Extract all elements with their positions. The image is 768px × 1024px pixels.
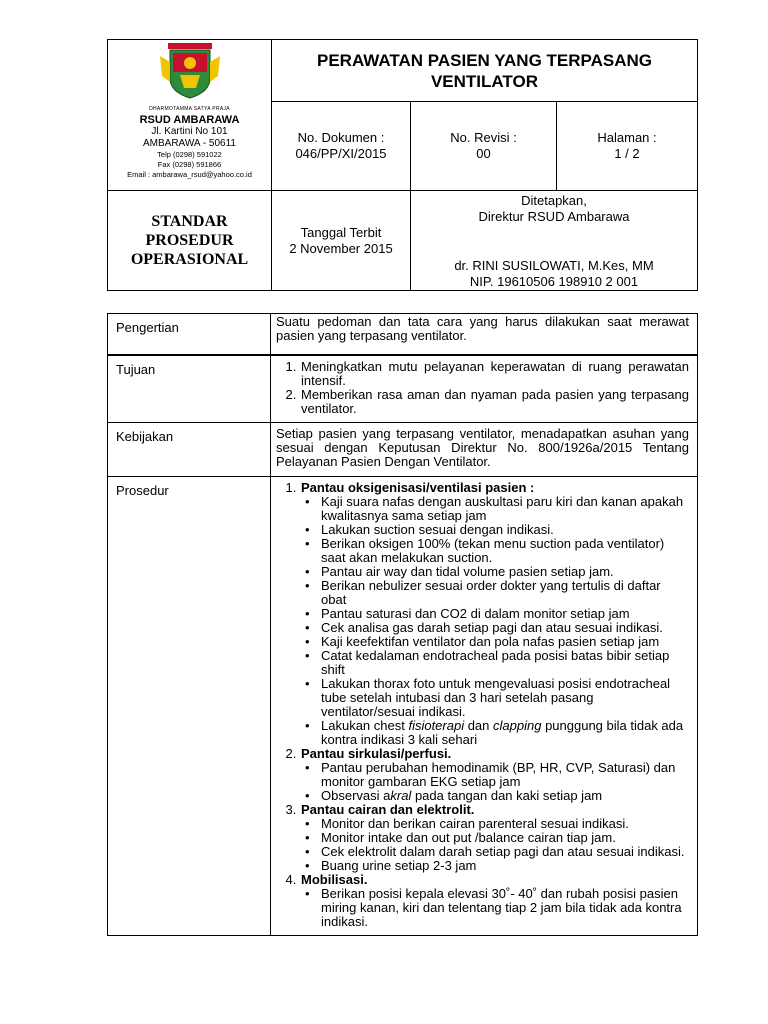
prosedur-bullet-item xyxy=(305,718,689,747)
document-number-label: No. Dokumen : xyxy=(297,130,385,145)
prosedur-bullet-text: Monitor dan berikan cairan parenteral sesuai indikasi. xyxy=(321,816,629,831)
prosedur-bullet-text: Berikan oksigen 100% (tekan menu suction pada ventilator) saat akan melakukan suction. xyxy=(321,536,665,565)
page-label: Halaman : xyxy=(597,130,657,145)
hospital-address: Jl. Kartini No 101 xyxy=(151,126,228,137)
prosedur-bullet-item xyxy=(305,760,689,789)
hospital-phone: Telp (0298) 591022 xyxy=(157,150,222,159)
prosedur-label: Prosedur xyxy=(108,477,271,936)
prosedur-bullet-text: Cek analisa gas darah setiap pagi dan atau sesuai indikasi. xyxy=(321,620,663,635)
prosedur-bullet-item xyxy=(305,578,689,607)
prosedur-bullet-italic: clapping xyxy=(493,718,542,733)
bullet-icon: • xyxy=(305,858,310,873)
prosedur-bullet-item xyxy=(305,620,689,635)
bullet-icon: • xyxy=(305,788,310,803)
document-number-value: 046/PP/XI/2015 xyxy=(295,146,387,161)
tujuan-list xyxy=(276,360,689,416)
bullet-icon: • xyxy=(305,718,310,733)
prosedur-list xyxy=(276,481,689,929)
tujuan-item: 2. Memberikan rasa aman dan nyaman pada pasien yang terpasang ventilator. xyxy=(300,388,689,416)
prosedur-content xyxy=(271,477,698,936)
bullet-icon: • xyxy=(305,886,310,901)
prosedur-bullet-list xyxy=(301,761,689,803)
kebijakan-row xyxy=(108,423,698,477)
sop-title-cell xyxy=(108,191,272,291)
prosedur-bullet-item xyxy=(305,816,689,831)
sop-title-line1: STANDAR xyxy=(151,213,228,230)
prosedur-bullet-list xyxy=(301,817,689,873)
emblem-motto: DHARMOTAMMA SATYA PRAJA xyxy=(149,106,230,112)
prosedur-section-heading: Mobilisasi. xyxy=(301,872,368,887)
prosedur-bullet-item xyxy=(305,858,689,873)
prosedur-bullet-text: Buang urine setiap 2-3 jam xyxy=(321,858,477,873)
tujuan-content xyxy=(271,356,698,423)
prosedur-row xyxy=(108,477,698,936)
prosedur-section-heading: Pantau sirkulasi/perfusi. xyxy=(301,746,452,761)
prosedur-bullet-text: dan xyxy=(464,718,494,733)
prosedur-bullet-text: Berikan nebulizer sesuai order dokter yang tertulis di daftar obat xyxy=(321,578,661,607)
bullet-icon: • xyxy=(305,606,310,621)
bullet-icon: • xyxy=(305,760,310,775)
bullet-icon: • xyxy=(305,522,310,537)
prosedur-bullet-item xyxy=(305,494,689,523)
prosedur-bullet-item xyxy=(305,830,689,845)
pengertian-row xyxy=(108,314,698,355)
kebijakan-text: Setiap pasien yang terpasang ventilator, menadapatkan asuhan yang sesuai dengan Keputusan Direktur No. 800/1926a/2015 Tentang Pelayanan Pasien Dengan Ventilator. xyxy=(271,423,698,477)
hospital-identity-cell xyxy=(108,40,272,191)
document-number-cell xyxy=(272,102,411,191)
prosedur-bullet-text: Pantau saturasi dan CO2 di dalam monitor setiap jam xyxy=(321,606,630,621)
bullet-icon: • xyxy=(305,648,310,663)
prosedur-bullet-text: Catat kedalaman endotracheal pada posisi batas bibir setiap shift xyxy=(321,648,670,677)
issue-date-value: 2 November 2015 xyxy=(289,240,393,256)
bullet-icon: • xyxy=(305,634,310,649)
bullet-icon: • xyxy=(305,830,310,845)
sop-title-line2: PROSEDUR xyxy=(145,232,234,249)
prosedur-bullet-item xyxy=(305,634,689,649)
prosedur-bullet-text: Observasi a xyxy=(321,788,391,803)
shield-emblem-icon xyxy=(140,42,240,100)
tujuan-label: Tujuan xyxy=(108,356,271,423)
bullet-icon: • xyxy=(305,620,310,635)
sop-body-table xyxy=(107,313,698,936)
prosedur-section-heading: Pantau cairan dan elektrolit. xyxy=(301,802,475,817)
prosedur-bullet-item xyxy=(305,522,689,537)
hospital-fax: Fax (0298) 591866 xyxy=(157,160,222,169)
prosedur-section xyxy=(300,747,689,803)
prosedur-bullet-text: Lakukan thorax foto untuk mengevaluasi posisi endotracheal tube setelah intubasi dan 3 hari setelah pasang ventilator/sesuai indikasi. xyxy=(321,676,671,719)
prosedur-bullet-item xyxy=(305,886,689,929)
prosedur-bullet-text: punggung bila tidak ada kontra indikasi 3 kali sehari xyxy=(321,718,684,747)
pengertian-label: Pengertian xyxy=(108,314,271,355)
document-header-table xyxy=(107,39,698,291)
issue-date-cell xyxy=(272,191,411,291)
page-cell xyxy=(557,102,698,191)
bullet-icon: • xyxy=(305,816,310,831)
prosedur-bullet-text: Kaji suara nafas dengan auskultasi paru kiri dan kanan apakah kwalitasnya sama setiap jam xyxy=(321,494,684,523)
bullet-icon: • xyxy=(305,564,310,579)
bullet-icon: • xyxy=(305,536,310,551)
document-title-line2: VENTILATOR xyxy=(430,71,539,91)
revision-label: No. Revisi : xyxy=(450,130,517,145)
approval-label: Ditetapkan, xyxy=(521,193,587,208)
sop-title-line3: OPERASIONAL xyxy=(130,251,249,268)
prosedur-bullet-item xyxy=(305,606,689,621)
hospital-email: Email : ambarawa_rsud@yahoo.co.id xyxy=(127,170,252,179)
regency-emblem-logo xyxy=(140,42,240,112)
prosedur-section xyxy=(300,481,689,747)
prosedur-bullet-list xyxy=(301,495,689,747)
prosedur-bullet-text: Kaji keefektifan ventilator dan pola nafas pasien setiap jam xyxy=(321,634,660,649)
bullet-icon: • xyxy=(305,844,310,859)
prosedur-bullet-text: Cek elektrolit dalam darah setiap pagi dan atau sesuai indikasi. xyxy=(321,844,685,859)
signer-nip: NIP. 19610506 198910 2 001 xyxy=(469,274,639,289)
prosedur-section xyxy=(300,873,689,929)
tujuan-item: 1. Meningkatkan mutu pelayanan keperawatan di ruang perawatan intensif. xyxy=(300,360,689,388)
approval-cell xyxy=(411,191,698,291)
prosedur-bullet-item xyxy=(305,844,689,859)
prosedur-bullet-item xyxy=(305,564,689,579)
bullet-icon: • xyxy=(305,578,310,593)
prosedur-bullet-text: Lakukan chest xyxy=(321,718,409,733)
hospital-name: RSUD AMBARAWA xyxy=(139,114,240,126)
prosedur-bullet-item xyxy=(305,788,689,803)
prosedur-bullet-italic: kral xyxy=(390,788,412,803)
revision-cell xyxy=(411,102,557,191)
signer-name: dr. RINI SUSILOWATI, M.Kes, MM xyxy=(454,258,654,273)
kebijakan-label: Kebijakan xyxy=(108,423,271,477)
prosedur-bullet-list xyxy=(301,887,689,929)
hospital-city: AMBARAWA - 50611 xyxy=(143,138,236,149)
bullet-icon: • xyxy=(305,676,310,691)
prosedur-bullet-item xyxy=(305,676,689,719)
tujuan-row xyxy=(108,356,698,423)
prosedur-section xyxy=(300,803,689,873)
approval-authority: Direktur RSUD Ambarawa xyxy=(478,209,630,224)
prosedur-bullet-text: Berikan posisi kepala elevasi 30˚- 40˚ dan rubah posisi pasien miring kanan, kiri dan telentang tiap 2 jam bila tidak ada kontra indikasi. xyxy=(321,886,682,929)
prosedur-bullet-text: pada tangan dan kaki setiap jam xyxy=(411,788,603,803)
prosedur-bullet-text: Pantau air way dan tidal volume pasien setiap jam. xyxy=(321,564,614,579)
document-title-line1: PERAWATAN PASIEN YANG TERPASANG xyxy=(316,50,652,70)
pengertian-text: Suatu pedoman dan tata cara yang harus dilakukan saat merawat pasien yang terpasang ventilator. xyxy=(271,314,698,355)
prosedur-bullet-italic: fisioterapi xyxy=(408,718,465,733)
revision-value: 00 xyxy=(476,146,491,161)
document-title-cell xyxy=(272,40,698,102)
prosedur-bullet-text: Lakukan suction sesuai dengan indikasi. xyxy=(321,522,554,537)
prosedur-section-heading: Pantau oksigenisasi/ventilasi pasien : xyxy=(301,480,535,495)
bullet-icon: • xyxy=(305,494,310,509)
prosedur-bullet-item xyxy=(305,536,689,565)
page-value: 1 / 2 xyxy=(614,146,640,161)
prosedur-bullet-text: Pantau perubahan hemodinamik (BP, HR, CVP, Saturasi) dan monitor gambaran EKG setiap jam xyxy=(321,760,676,789)
issue-date-label: Tanggal Terbit xyxy=(300,224,382,240)
prosedur-bullet-text: Monitor intake dan out put /balance cairan tiap jam. xyxy=(321,830,616,845)
prosedur-bullet-item xyxy=(305,648,689,677)
